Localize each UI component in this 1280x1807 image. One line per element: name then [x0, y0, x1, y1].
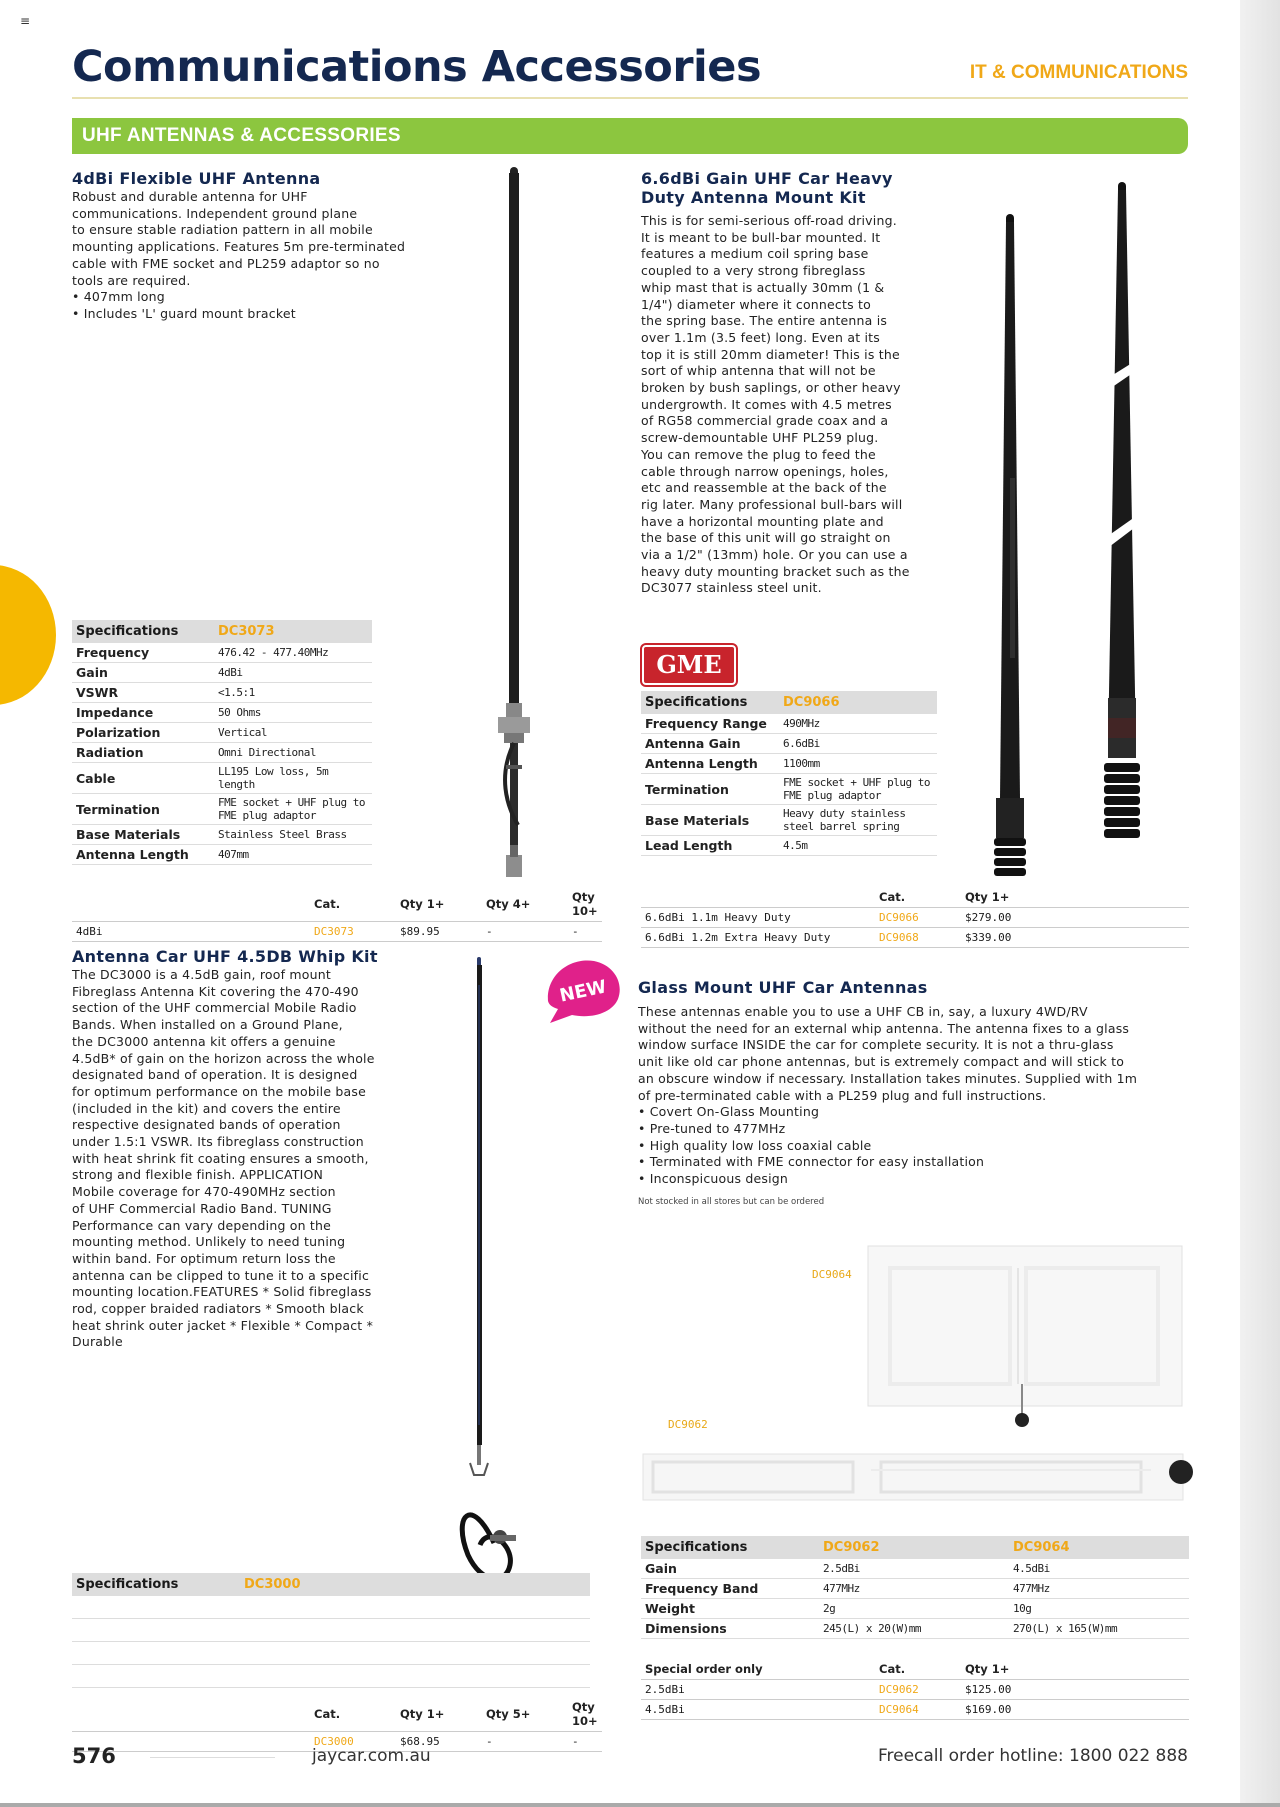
page-title: Communications Accessories [72, 42, 762, 92]
spec-value: Omni Directional [214, 743, 372, 763]
spec-value: FME socket + UHF plug to FME plug adaptor [214, 794, 372, 825]
spec-row [72, 1665, 590, 1688]
spec-row [72, 683, 372, 703]
spec-label: Termination [72, 794, 214, 825]
price-desc: 2.5dBi [641, 1680, 875, 1700]
price-cat[interactable]: DC3073 [310, 922, 396, 942]
spec-label: Frequency Range [641, 714, 779, 734]
price-header: Qty 1+ [965, 890, 1010, 904]
spec-value-b: 4.5dBi [1009, 1559, 1189, 1579]
spec-label: Antenna Length [641, 754, 779, 774]
spec-value: <1.5:1 [214, 683, 372, 703]
spec-label: Antenna Gain [641, 734, 779, 754]
page-edge-shadow [1240, 0, 1280, 1807]
product-description-dc3073: Robust and durable antenna for UHF communications. Independent ground plane to ensure stable radiation pattern in all mobile mounting applications. Features 5m pre-terminated cable with FME socket and PL259 adaptor so no tools are required. • 407mm long • Includes 'L' guard mount bracket [72, 189, 406, 321]
product-title-dc3000: Antenna Car UHF 4.5DB Whip Kit [72, 947, 378, 966]
spec-row [641, 1579, 1189, 1599]
price-q1: $125.00 [961, 1680, 1189, 1700]
spec-code-a: DC9062 [819, 1536, 1009, 1559]
spec-row [72, 723, 372, 743]
new-badge [542, 955, 624, 1025]
price-header: Cat. [879, 890, 906, 904]
spec-value: 407mm [214, 845, 372, 865]
spec-heading: Specifications [641, 1536, 819, 1559]
price-header: Qty 1+ [965, 1662, 1010, 1676]
spec-value: 4dBi [214, 663, 372, 683]
antenna-image-dc9066 [980, 178, 1180, 878]
price-cat[interactable]: DC9064 [875, 1700, 961, 1720]
gme-brand-logo: GME [642, 645, 736, 685]
price-row [641, 908, 1189, 928]
spec-row [72, 1596, 590, 1619]
price-desc: 4dBi [72, 922, 310, 942]
spec-label: Impedance [72, 703, 214, 723]
price-header-row [641, 1659, 1189, 1680]
spec-value: Vertical [214, 723, 372, 743]
page-number: 576 [72, 1744, 116, 1768]
spec-value-b: 270(L) x 165(W)mm [1009, 1619, 1189, 1639]
image-label-dc9062: DC9062 [668, 1418, 708, 1431]
product-title-glass-mount: Glass Mount UHF Car Antennas [638, 978, 928, 997]
spec-row [72, 743, 372, 763]
spec-header-row [641, 691, 937, 714]
spec-code: DC3073 [214, 620, 372, 643]
spec-label: Cable [72, 763, 214, 794]
price-desc: 6.6dBi 1.1m Heavy Duty [641, 908, 875, 928]
price-q2: - [482, 1732, 568, 1752]
glass-antenna-image-dc9064 [866, 1244, 1186, 1430]
footer-divider [150, 1757, 275, 1758]
spec-value: Stainless Steel Brass [214, 825, 372, 845]
spec-row [641, 1599, 1189, 1619]
title-divider [72, 97, 1188, 99]
spec-label: Frequency [72, 643, 214, 663]
category-bar-label: UHF ANTENNAS & ACCESSORIES [82, 125, 401, 146]
product-description-dc9066: This is for semi-serious off-road driving. It is meant to be bull-bar mounted. It features a medium coil spring base coupled to a very strong fibreglass whip mast that is actually 30mm (1 & 1/4") diameter where it connects to the spring base. The entire antenna is over 1.1m (3.5 feet) long. Even at its top it is still 20mm diameter! This is the sort of whip antenna that will not be broken by bush saplings, or other heavy undergrowth. It comes with 4.5 metres of RG58 commercial grade coax and a screw-demountable UHF PL259 plug. You can remove the plug to feed the cable through narrow openings, holes, etc and reassemble at the back of the rig later. Many professional bull-bars will have a horizontal mounting plate and the base of this unit will go straight on via a 1/2" (13mm) hole. Or you can use a heavy duty mounting bracket such as the DC3077 stainless steel unit. [641, 213, 910, 596]
price-table-dc3073 [72, 887, 602, 942]
price-q1: $339.00 [961, 928, 1189, 948]
price-header: Qty 10+ [572, 1700, 598, 1728]
spec-label: Lead Length [641, 836, 779, 856]
price-header: Cat. [314, 897, 341, 911]
antenna-image-dc3000 [452, 955, 532, 1595]
spec-heading: Specifications [72, 620, 214, 643]
price-header-row [641, 887, 1189, 908]
spec-row [72, 643, 372, 663]
spec-value: Heavy duty stainless steel barrel spring [779, 805, 937, 836]
price-header [641, 887, 875, 908]
spec-value: 1100mm [779, 754, 937, 774]
spec-table-dc3000 [72, 1573, 590, 1688]
antenna-image-dc3073 [488, 165, 540, 885]
spec-row [72, 703, 372, 723]
spec-label: Gain [641, 1559, 819, 1579]
spec-heading: Specifications [641, 691, 779, 714]
spec-header-row [641, 1536, 1189, 1559]
menu-icon[interactable]: ≡ [20, 14, 31, 28]
price-header [72, 887, 310, 922]
spec-label: Frequency Band [641, 1579, 819, 1599]
price-q2: - [482, 922, 568, 942]
spec-heading: Specifications [72, 1573, 240, 1596]
price-header: Cat. [879, 1662, 906, 1676]
price-header: Qty 1+ [400, 1707, 445, 1721]
price-cat[interactable]: DC3000 [310, 1732, 396, 1752]
price-header-row [72, 1697, 602, 1732]
spec-row [641, 734, 937, 754]
spec-label: Base Materials [641, 805, 779, 836]
product-description-glass-mount: These antennas enable you to use a UHF CB in, say, a luxury 4WD/RV without the need for an external whip antenna. The antenna fixes to a glass window surface INSIDE the car for complete security. It is not a thru-glass unit like old car phone antennas, but is extremely compact and will stick to an obscure window if necessary. Installation takes minutes. Supplied with 1m of pre-terminated cable with a PL259 plug and full instructions. • Covert On-Glass Mounting • Pre-tuned to 477MHz • High quality low loss coaxial cable • Terminated with FME connector for easy installation • Inconspicuous design [638, 1004, 1138, 1187]
price-row [641, 1700, 1189, 1720]
spec-row [72, 663, 372, 683]
price-q1: $68.95 [396, 1732, 482, 1752]
page-tab-marker [0, 565, 56, 705]
spec-value: 50 Ohms [214, 703, 372, 723]
spec-label: Antenna Length [72, 845, 214, 865]
spec-value: FME socket + UHF plug to FME plug adaptor [779, 774, 937, 805]
order-hotline: Freecall order hotline: 1800 022 888 [877, 1746, 1188, 1766]
price-row [72, 922, 602, 942]
page-bottom-edge [0, 1803, 1280, 1807]
price-q1: $169.00 [961, 1700, 1189, 1720]
spec-label: VSWR [72, 683, 214, 703]
price-row [641, 928, 1189, 948]
spec-row [641, 836, 937, 856]
product-title-dc9066: 6.6dBi Gain UHF Car Heavy Duty Antenna Mount Kit [641, 169, 893, 207]
price-cat[interactable]: DC9066 [875, 908, 961, 928]
price-table-dc9066 [641, 887, 1189, 948]
price-header-row [72, 887, 602, 922]
spec-value-a: 245(L) x 20(W)mm [819, 1619, 1009, 1639]
spec-row [72, 1619, 590, 1642]
spec-label: Polarization [72, 723, 214, 743]
spec-row [641, 714, 937, 734]
price-header: Special order only [645, 1662, 763, 1676]
price-table-dc3000 [72, 1697, 602, 1752]
spec-row [72, 825, 372, 845]
spec-value-a: 477MHz [819, 1579, 1009, 1599]
glass-antenna-image-dc9062 [641, 1448, 1201, 1508]
price-desc: 4.5dBi [641, 1700, 875, 1720]
spec-row [72, 845, 372, 865]
spec-code-b: DC9064 [1009, 1536, 1189, 1559]
spec-label: Base Materials [72, 825, 214, 845]
stock-note: Not stocked in all stores but can be ordered [638, 1197, 825, 1207]
spec-value: 476.42 - 477.40MHz [214, 643, 372, 663]
price-header: Qty 4+ [486, 897, 531, 911]
spec-row [641, 1559, 1189, 1579]
price-q3: - [568, 922, 602, 942]
spec-row [641, 1619, 1189, 1639]
category-bar [72, 118, 1188, 154]
price-q1: $279.00 [961, 908, 1189, 928]
spec-value: 4.5m [779, 836, 937, 856]
price-desc: 6.6dBi 1.2m Extra Heavy Duty [641, 928, 875, 948]
spec-value: 490MHz [779, 714, 937, 734]
price-cat[interactable]: DC9068 [875, 928, 961, 948]
product-title-dc3073: 4dBi Flexible UHF Antenna [72, 169, 321, 188]
spec-value: LL195 Low loss, 5m length [214, 763, 372, 794]
price-header: Qty 5+ [486, 1707, 531, 1721]
spec-value-a: 2.5dBi [819, 1559, 1009, 1579]
price-q3: - [568, 1732, 602, 1752]
website-link[interactable]: jaycar.com.au [312, 1746, 431, 1766]
spec-code: DC9066 [779, 691, 937, 714]
spec-label: Dimensions [641, 1619, 819, 1639]
spec-label: Termination [641, 774, 779, 805]
spec-value-a: 2g [819, 1599, 1009, 1619]
spec-row [641, 754, 937, 774]
price-header: Qty 10+ [572, 890, 598, 918]
price-row [641, 1680, 1189, 1700]
image-label-dc9064: DC9064 [812, 1268, 852, 1281]
product-description-dc3000: The DC3000 is a 4.5dB gain, roof mount Fibreglass Antenna Kit covering the 470-490 section of the UHF commercial Mobile Radio Bands. When installed on a Ground Plane, the DC3000 antenna kit offers a genuine 4.5dB* of gain on the horizon across the whole designated band of operation. It is designed for optimum performance on the mobile base (included in the kit) and covers the entire respective designated bands of operation under 1.5:1 VSWR. Its fibreglass construction with heat shrink fit coating ensures a smooth, strong and flexible finish. APPLICATION Mobile coverage for 470-490MHz section of UHF Commercial Radio Band. TUNING Performance can vary depending on the mounting method. Unlikely to need tuning within band. For optimum return loss the antenna can be clipped to tune it to a specific mounting location.FEATURES * Solid fibreglass rod, copper braided radiators * Smooth black heat shrink outer jacket * Flexible * Compact * Durable [72, 967, 375, 1350]
price-header: Cat. [314, 1707, 341, 1721]
spec-value-b: 477MHz [1009, 1579, 1189, 1599]
price-header: Qty 1+ [400, 897, 445, 911]
section-tag: IT & COMMUNICATIONS [969, 62, 1188, 83]
new-badge-text: NEW [557, 976, 609, 1007]
spec-code: DC3000 [240, 1573, 590, 1596]
spec-row [72, 794, 372, 825]
spec-table-dc3073 [72, 620, 372, 865]
spec-table-dc9066 [641, 691, 937, 856]
spec-label: Weight [641, 1599, 819, 1619]
spec-row [641, 805, 937, 836]
price-header [72, 1697, 310, 1732]
spec-label: Gain [72, 663, 214, 683]
spec-value: 6.6dBi [779, 734, 937, 754]
spec-header-row [72, 1573, 590, 1596]
price-table-glass-mount [641, 1659, 1189, 1720]
spec-label: Radiation [72, 743, 214, 763]
price-cat[interactable]: DC9062 [875, 1680, 961, 1700]
spec-table-glass-mount [641, 1536, 1189, 1639]
spec-header-row [72, 620, 372, 643]
price-q1: $89.95 [396, 922, 482, 942]
spec-row [641, 774, 937, 805]
spec-row [72, 1642, 590, 1665]
spec-value-b: 10g [1009, 1599, 1189, 1619]
spec-row [72, 763, 372, 794]
